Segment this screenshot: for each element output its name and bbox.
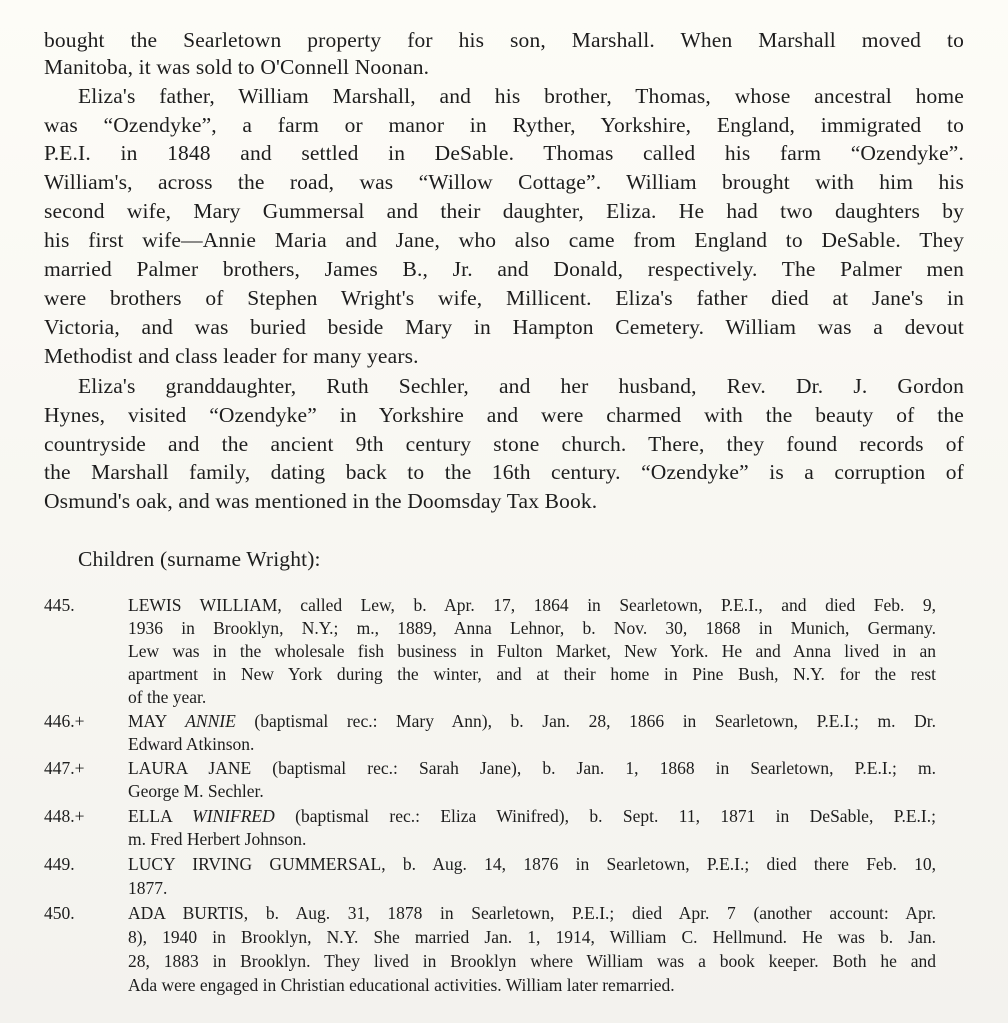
- given-name: ELLA: [128, 806, 172, 826]
- narrative-line: Victoria, and was buried beside Mary in Hampton Cemetery. William was a devout: [44, 315, 964, 339]
- entry-line: George M. Sechler.: [128, 781, 264, 801]
- narrative-line: bought the Searletown property for his son, Marshall. When Marshall moved to: [44, 28, 964, 52]
- narrative-line: was “Ozendyke”, a farm or manor in Ryther, Yorkshire, England, immigrated to: [44, 113, 964, 137]
- narrative-line: were brothers of Stephen Wright's wife, Millicent. Eliza's father died at Jane's in: [44, 286, 964, 310]
- entry-line: m. Fred Herbert Johnson.: [128, 829, 307, 849]
- narrative-line: Manitoba, it was sold to O'Connell Noonan.: [44, 55, 430, 79]
- entry-text: (baptismal rec.: Eliza Winifred), b. Sept. 11, 1871 in DeSable, P.E.I.;: [274, 806, 936, 826]
- entry-number: 449.: [44, 854, 75, 874]
- narrative-line: Hynes, visited “Ozendyke” in Yorkshire and were charmed with the beauty of the: [44, 403, 964, 427]
- narrative-line: Osmund's oak, and was mentioned in the Doomsday Tax Book.: [44, 489, 598, 513]
- entry-line: LEWIS WILLIAM, called Lew, b. Apr. 17, 1864 in Searletown, P.E.I., and died Feb. 9,: [128, 595, 936, 615]
- entry-line: Ada were engaged in Christian educational activities. William later remarried.: [128, 975, 675, 995]
- narrative-line: Methodist and class leader for many years.: [44, 344, 419, 368]
- entry-line: 1936 in Brooklyn, N.Y.; m., 1889, Anna Lehnor, b. Nov. 30, 1868 in Munich, Germany.: [128, 618, 936, 638]
- entry-text: (baptismal rec.: Mary Ann), b. Jan. 28, 1866 in Searletown, P.E.I.; m. Dr.: [235, 711, 936, 731]
- narrative-line: his first wife—Annie Maria and Jane, who also came from England to DeSable. They: [44, 228, 964, 252]
- entry-line: LUCY IRVING GUMMERSAL, b. Aug. 14, 1876 in Searletown, P.E.I.; died there Feb. 10,: [128, 854, 936, 874]
- entry-line: LAURA JANE (baptismal rec.: Sarah Jane), b. Jan. 1, 1868 in Searletown, P.E.I.; m.: [128, 758, 936, 778]
- entry-number: 447.+: [44, 758, 85, 778]
- entry-line: Edward Atkinson.: [128, 734, 255, 754]
- called-name: WINIFRED: [192, 806, 275, 826]
- entry-line: apartment in New York during the winter, and at their home in Pine Bush, N.Y. for the rest: [128, 664, 936, 684]
- entry-number: 445.: [44, 595, 75, 615]
- narrative-line: William's, across the road, was “Willow Cottage”. William brought with him his: [44, 170, 964, 194]
- children-heading: Children (surname Wright):: [78, 547, 321, 571]
- narrative-line: Eliza's granddaughter, Ruth Sechler, and her husband, Rev. Dr. J. Gordon: [78, 374, 964, 398]
- entry-line: [128, 808, 936, 826]
- called-name: ANNIE: [185, 711, 236, 731]
- entry-number: 450.: [44, 903, 75, 923]
- narrative-line: married Palmer brothers, James B., Jr. and Donald, respectively. The Palmer men: [44, 257, 964, 281]
- given-name: MAY: [128, 711, 167, 731]
- narrative-line: countryside and the ancient 9th century stone church. There, they found records of: [44, 432, 964, 456]
- entry-line: [128, 713, 936, 731]
- entry-line: 28, 1883 in Brooklyn. They lived in Brooklyn where William was a book keeper. Both he and: [128, 951, 936, 971]
- entry-number: 448.+: [44, 806, 85, 826]
- entry-line: ADA BURTIS, b. Aug. 31, 1878 in Searletown, P.E.I.; died Apr. 7 (another account: Apr.: [128, 903, 936, 923]
- narrative-line: the Marshall family, dating back to the 16th century. “Ozendyke” is a corruption of: [44, 460, 964, 484]
- entry-line: 1877.: [128, 878, 168, 898]
- narrative-line: P.E.I. in 1848 and settled in DeSable. Thomas called his farm “Ozendyke”.: [44, 141, 964, 165]
- entry-line: Lew was in the wholesale fish business in Fulton Market, New York. He and Anna lived in an: [128, 641, 936, 661]
- narrative-line: Eliza's father, William Marshall, and his brother, Thomas, whose ancestral home: [78, 84, 964, 108]
- entry-line: of the year.: [128, 687, 207, 707]
- entry-line: 8), 1940 in Brooklyn, N.Y. She married Jan. 1, 1914, William C. Hellmund. He was b. Jan.: [128, 927, 936, 947]
- entry-number: 446.+: [44, 711, 85, 731]
- narrative-line: second wife, Mary Gummersal and their daughter, Eliza. He had two daughters by: [44, 199, 964, 223]
